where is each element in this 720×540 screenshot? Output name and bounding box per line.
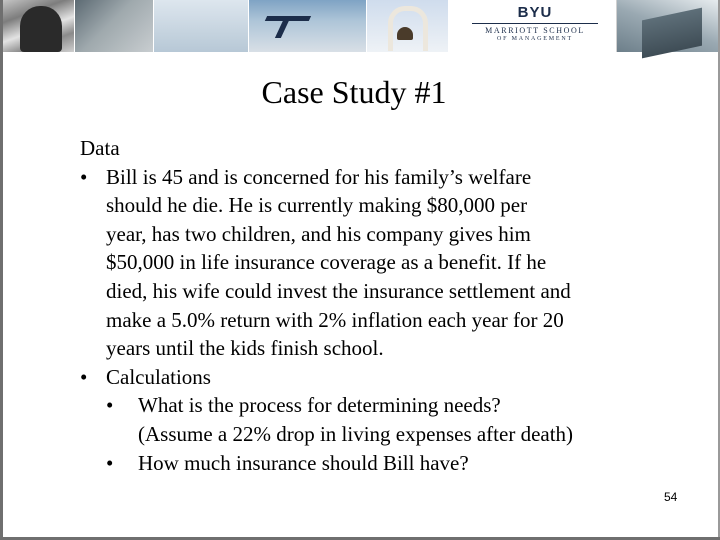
bullet-calculations <box>80 363 670 392</box>
banner-photo-statue <box>0 0 75 52</box>
sub-bullet-marker: • <box>106 393 114 418</box>
sub-bullet-process <box>80 391 670 448</box>
page-number: 54 <box>664 490 678 504</box>
byu-logo-main: BYU <box>517 4 553 21</box>
slide-title <box>0 72 720 112</box>
slide-frame-left <box>0 0 3 540</box>
byu-logo-sub-line1: MARRIOTT SCHOOL <box>485 26 585 35</box>
bell-icon <box>397 27 413 40</box>
bullet-scenario-line: year, has two children, and his company gives him <box>106 221 531 246</box>
byu-logo-rule <box>472 23 598 24</box>
sub-bullet-insurance-text: How much insurance should Bill have? <box>138 450 469 475</box>
bullet-scenario-line: $50,000 in life insurance coverage as a benefit. If he <box>106 250 547 275</box>
bullet-scenario-line: died, his wife could invest the insurance settlement and <box>106 278 571 303</box>
bullet-calculations-label: Calculations <box>106 364 211 389</box>
bullet-scenario-line: make a 5.0% return with 2% inflation each year for 20 <box>106 307 564 332</box>
bullet-scenario <box>80 163 670 363</box>
bullet-marker: • <box>80 364 88 389</box>
bullet-scenario-line: Bill is 45 and is concerned for his family’s welfare <box>106 164 532 189</box>
sub-bullet-process-line: What is the process for determining needs? <box>138 393 501 418</box>
bullet-scenario-line: years until the kids finish school. <box>106 336 384 361</box>
section-label: Data <box>80 136 120 160</box>
banner-photo-mountain-y <box>154 0 249 52</box>
slide-body <box>80 134 670 477</box>
sub-bullet-process-line: (Assume a 22% drop in living expenses after death) <box>138 421 574 446</box>
statue-silhouette <box>20 6 62 52</box>
banner-photo-stone <box>75 0 154 52</box>
byu-logo-sub-line2: OF MANAGEMENT <box>497 36 573 42</box>
bullet-marker: • <box>80 164 88 189</box>
byu-logo <box>452 4 618 43</box>
sub-bullet-insurance <box>80 449 670 478</box>
slide-title-text: Case Study #1 <box>261 74 447 110</box>
bullet-scenario-line: should he die. He is currently making $80,000 per <box>106 193 528 218</box>
sub-bullet-marker: • <box>106 450 114 475</box>
